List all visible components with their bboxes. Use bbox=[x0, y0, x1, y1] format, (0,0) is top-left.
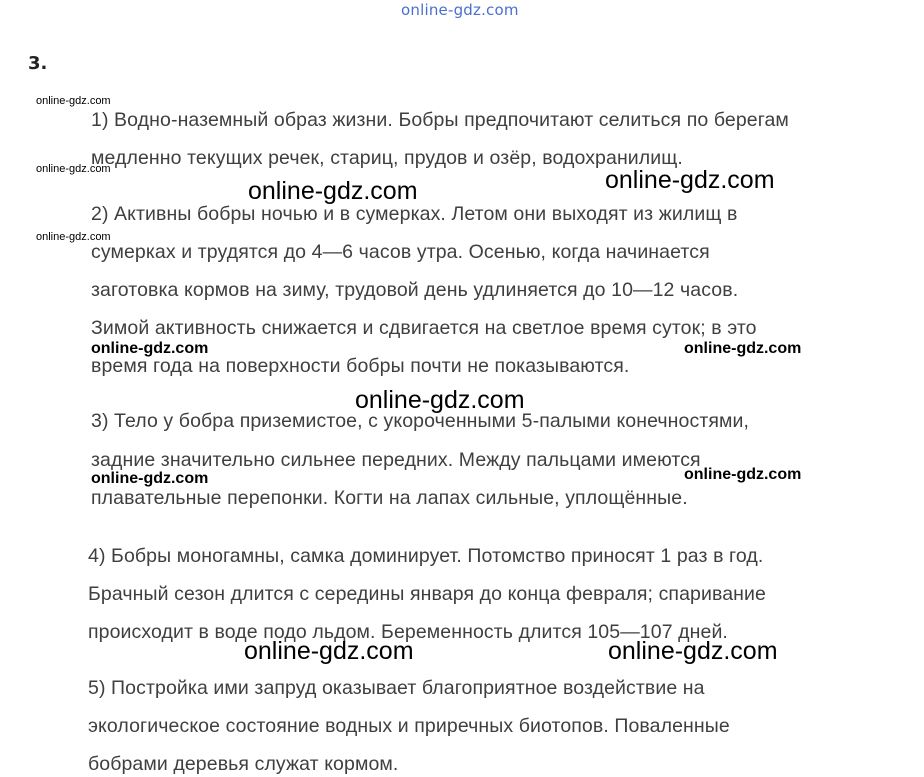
watermark: online-gdz.com bbox=[605, 166, 775, 194]
watermark: online-gdz.com bbox=[36, 95, 111, 107]
watermark: online-gdz.com bbox=[36, 231, 111, 243]
watermark: online-gdz.com bbox=[91, 470, 209, 487]
text-line: происходит в воде подо льдом. Беременность длится 105—107 дней. bbox=[88, 621, 728, 643]
task-number: 3. bbox=[28, 53, 48, 74]
text-line: 3) Тело у бобра приземистое, с укороченными 5-палыми конечностями, bbox=[91, 410, 750, 432]
watermark: online-gdz.com bbox=[244, 637, 414, 665]
text-line: заготовка кормов на зиму, трудовой день удлиняется до 10—12 часов. bbox=[91, 279, 739, 301]
text-line: 2) Активны бобры ночью и в сумерках. Летом они выходят из жилищ в bbox=[91, 203, 738, 225]
text-line: медленно текущих речек, стариц, прудов и озёр, водохранилищ. bbox=[91, 147, 683, 169]
text-line: время года на поверхности бобры почти не показываются. bbox=[91, 355, 630, 377]
text-line: бобрами деревья служат кормом. bbox=[88, 753, 399, 775]
watermark: online-gdz.com bbox=[355, 386, 525, 414]
text-line: 5) Постройка ими запруд оказывает благоприятное воздействие на bbox=[88, 677, 705, 699]
text-line: Брачный сезон длится с середины января до конца февраля; спаривание bbox=[88, 583, 766, 605]
text-line: экологическое состояние водных и приречных биотопов. Поваленные bbox=[88, 715, 730, 737]
text-line: 1) Водно-наземный образ жизни. Бобры предпочитают селиться по берегам bbox=[91, 109, 789, 131]
watermark: online-gdz.com bbox=[684, 466, 802, 483]
text-line: задние значительно сильнее передних. Между пальцами имеются bbox=[91, 449, 701, 471]
text-line: Зимой активность снижается и сдвигается на светлое время суток; в это bbox=[91, 317, 757, 339]
text-line: сумерках и трудятся до 4—6 часов утра. Осенью, когда начинается bbox=[91, 241, 710, 263]
text-line: 4) Бобры моногамны, самка доминирует. Потомство приносят 1 раз в год. bbox=[88, 545, 764, 567]
watermark: online-gdz.com bbox=[684, 340, 802, 357]
site-header: online-gdz.com bbox=[401, 1, 519, 19]
watermark: online-gdz.com bbox=[91, 340, 209, 357]
watermark: online-gdz.com bbox=[608, 637, 778, 665]
watermark: online-gdz.com bbox=[36, 163, 111, 175]
text-line: плавательные перепонки. Когти на лапах сильные, уплощённые. bbox=[91, 487, 688, 509]
watermark: online-gdz.com bbox=[248, 177, 418, 205]
